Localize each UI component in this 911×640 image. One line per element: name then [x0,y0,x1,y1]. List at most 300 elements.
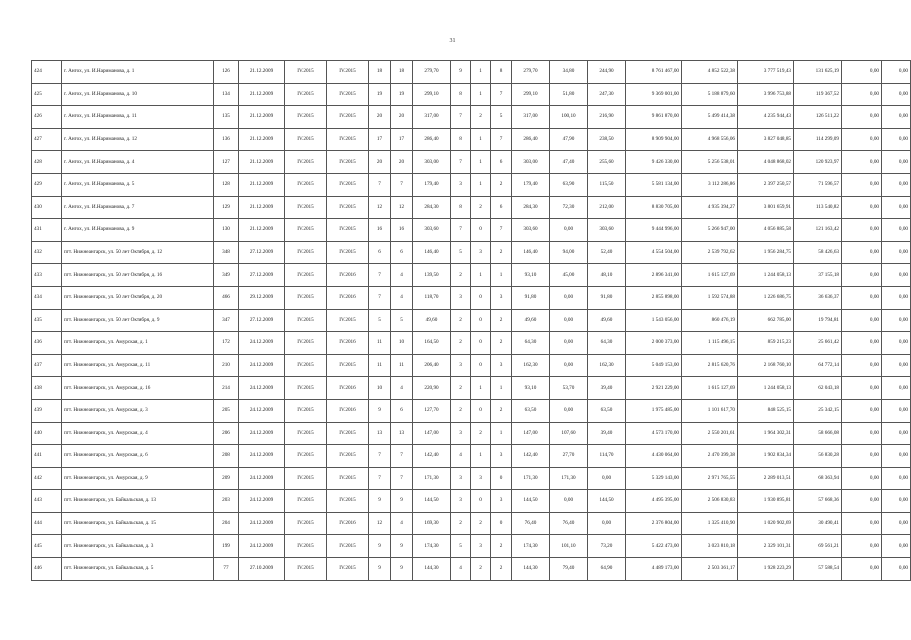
rooms-private-cell: 2 [491,173,512,196]
table-row [32,422,911,445]
table-row [32,61,911,84]
date-cell: 21.12.2009 [239,151,285,174]
planned-quarter-cell: IV.2015 [285,354,327,377]
row-number: 443 [32,490,62,513]
id-cell: 129 [214,196,239,219]
local-budget-cell: 25 661,42 [794,332,842,355]
date-cell: 24.12.2009 [239,467,285,490]
address-cell: г. Ангох, ул. И.Нариманова, д. 9 [62,219,214,242]
area-private-cell: 48,10 [588,264,626,287]
rooms-municipal-cell: 0 [471,399,491,422]
residents-cell: 11 [391,354,413,377]
actual-quarter-cell: IV.2015 [327,83,369,106]
address-cell: пгт. Нижнеангарск, ул. 50 лет Октября, д. 20 [62,286,214,309]
date-cell: 24.12.2009 [239,377,285,400]
other-funds-cell: 0,00 [882,106,911,129]
area-municipal-cell: 53,70 [550,377,588,400]
rooms-total-cell: 8 [451,83,471,106]
row-number: 440 [32,422,62,445]
other-funds-cell: 0,00 [882,535,911,558]
residents-total-cell: 18 [369,61,391,84]
area-total-cell: 146,40 [413,241,451,264]
area-total-cell: 171,30 [413,467,451,490]
area-private-cell: 162,30 [588,354,626,377]
actual-quarter-cell: IV.2015 [327,445,369,468]
rooms-private-cell: 0 [491,467,512,490]
row-number: 445 [32,535,62,558]
row-number: 438 [32,377,62,400]
planned-quarter-cell: IV.2015 [285,173,327,196]
fund-share-cell: 1 615 127,69 [682,377,738,400]
rooms-total-cell: 7 [451,106,471,129]
rooms-municipal-cell: 2 [471,106,491,129]
date-cell: 29.12.2009 [239,286,285,309]
area-total-cell: 142,40 [413,445,451,468]
area-total-cell: 303,60 [413,219,451,242]
extra-funds-cell: 0,00 [842,83,882,106]
area-private-cell: 238,50 [588,128,626,151]
rooms-total-cell: 2 [451,264,471,287]
area-cell: 171,30 [512,467,550,490]
actual-quarter-cell: IV.2015 [327,128,369,151]
local-budget-cell: 120 923,97 [794,151,842,174]
extra-funds-cell: 0,00 [842,399,882,422]
area-private-cell: 114,70 [588,445,626,468]
local-budget-cell: 113 540,82 [794,196,842,219]
address-cell: пгт. Нижнеангарск, ул. Амурская, д. 3 [62,399,214,422]
id-cell: 203 [214,490,239,513]
address-cell: г. Ангох, ул. И.Нариманова, д. 11 [62,106,214,129]
fund-share-cell: 5 188 879,60 [682,83,738,106]
table-row [32,264,911,287]
area-cell: 303,00 [512,151,550,174]
row-number: 439 [32,399,62,422]
fund-share-cell: 5 266 947,00 [682,219,738,242]
local-budget-cell: 114 299,09 [794,128,842,151]
area-municipal-cell: 45,00 [550,264,588,287]
budget-share-cell: 4 235 944,43 [738,106,794,129]
area-total-cell: 179,40 [413,173,451,196]
planned-quarter-cell: IV.2015 [285,196,327,219]
id-cell: 214 [214,377,239,400]
area-total-cell: 284,30 [413,196,451,219]
area-municipal-cell: 100,10 [550,106,588,129]
area-cell: 91,80 [512,286,550,309]
id-cell: 204 [214,512,239,535]
id-cell: 77 [214,558,239,581]
planned-quarter-cell: IV.2015 [285,151,327,174]
other-funds-cell: 0,00 [882,399,911,422]
extra-funds-cell: 0,00 [842,264,882,287]
id-cell: 208 [214,445,239,468]
other-funds-cell: 0,00 [882,83,911,106]
address-cell: пгт. Нижнеангарск, ул. Амурская, д. 11 [62,354,214,377]
date-cell: 27.10.2009 [239,558,285,581]
table-row [32,106,911,129]
fund-share-cell: 3 023 810,18 [682,535,738,558]
rooms-private-cell: 6 [491,151,512,174]
budget-share-cell: 1 956 284,75 [738,241,794,264]
actual-quarter-cell: IV.2015 [327,61,369,84]
address-cell: г. Ангох, ул. И.Нариманова, д. 12 [62,128,214,151]
residents-total-cell: 19 [369,83,391,106]
row-number: 427 [32,128,62,151]
area-private-cell: 0,00 [588,512,626,535]
budget-share-cell: 1 928 223,29 [738,558,794,581]
planned-quarter-cell: IV.2015 [285,512,327,535]
rooms-total-cell: 3 [451,422,471,445]
rooms-private-cell: 2 [491,309,512,332]
area-private-cell: 64,90 [588,558,626,581]
cost-total-cell: 2 921 229,00 [626,377,682,400]
area-cell: 174,30 [512,535,550,558]
address-cell: пгт. Нижнеангарск, ул. Амурская, д. 16 [62,377,214,400]
area-total-cell: 206,40 [413,354,451,377]
cost-total-cell: 2 376 804,00 [626,512,682,535]
other-funds-cell: 0,00 [882,512,911,535]
id-cell: 347 [214,309,239,332]
area-total-cell: 317,00 [413,106,451,129]
residents-cell: 18 [391,61,413,84]
cost-total-cell: 1 975 485,00 [626,399,682,422]
date-cell: 27.12.2009 [239,241,285,264]
residents-cell: 12 [391,196,413,219]
table-row [32,354,911,377]
extra-funds-cell: 0,00 [842,332,882,355]
budget-share-cell: 662 785,00 [738,309,794,332]
table-row [32,196,911,219]
rooms-municipal-cell: 2 [471,422,491,445]
residents-total-cell: 16 [369,219,391,242]
planned-quarter-cell: IV.2015 [285,241,327,264]
rooms-private-cell: 0 [491,512,512,535]
area-municipal-cell: 107,60 [550,422,588,445]
other-funds-cell: 0,00 [882,490,911,513]
area-private-cell: 216,90 [588,106,626,129]
rooms-total-cell: 3 [451,286,471,309]
rooms-municipal-cell: 0 [471,354,491,377]
date-cell: 21.12.2009 [239,106,285,129]
residents-total-cell: 6 [369,241,391,264]
area-total-cell: 299,10 [413,83,451,106]
residents-cell: 4 [391,377,413,400]
rooms-total-cell: 2 [451,512,471,535]
row-number: 424 [32,61,62,84]
residents-cell: 4 [391,264,413,287]
address-cell: г. Ангох, ул. И.Нариманова, д. 10 [62,83,214,106]
local-budget-cell: 126 511,22 [794,106,842,129]
row-number: 430 [32,196,62,219]
table-row [32,83,911,106]
residents-cell: 4 [391,512,413,535]
other-funds-cell: 0,00 [882,241,911,264]
area-cell: 284,30 [512,196,550,219]
budget-share-cell: 1 244 058,13 [738,264,794,287]
table-row [32,467,911,490]
rooms-private-cell: 3 [491,286,512,309]
row-number: 442 [32,467,62,490]
rooms-private-cell: 2 [491,558,512,581]
fund-share-cell: 1 592 574,88 [682,286,738,309]
row-number: 444 [32,512,62,535]
local-budget-cell: 58 426,63 [794,241,842,264]
area-cell: 64,30 [512,332,550,355]
rooms-municipal-cell: 1 [471,151,491,174]
date-cell: 21.12.2009 [239,128,285,151]
row-number: 437 [32,354,62,377]
planned-quarter-cell: IV.2015 [285,83,327,106]
rooms-total-cell: 7 [451,151,471,174]
date-cell: 24.12.2009 [239,354,285,377]
address-cell: пгт. Нижнеангарск, ул. Амурская, д. 9 [62,467,214,490]
budget-share-cell: 1 964 302,31 [738,422,794,445]
extra-funds-cell: 0,00 [842,535,882,558]
rooms-total-cell: 7 [451,219,471,242]
fund-share-cell: 5 499 414,38 [682,106,738,129]
other-funds-cell: 0,00 [882,151,911,174]
residents-cell: 16 [391,219,413,242]
id-cell: 136 [214,128,239,151]
area-private-cell: 52,40 [588,241,626,264]
fund-share-cell: 2 506 830,83 [682,490,738,513]
id-cell: 199 [214,535,239,558]
date-cell: 24.12.2009 [239,535,285,558]
rooms-municipal-cell: 3 [471,241,491,264]
budget-share-cell: 4 048 868,02 [738,151,794,174]
rooms-total-cell: 5 [451,535,471,558]
rooms-municipal-cell: 1 [471,173,491,196]
extra-funds-cell: 0,00 [842,241,882,264]
rooms-private-cell: 1 [491,422,512,445]
table-row [32,490,911,513]
residents-cell: 7 [391,445,413,468]
area-cell: 76,40 [512,512,550,535]
rooms-municipal-cell: 2 [471,196,491,219]
area-municipal-cell: 76,40 [550,512,588,535]
budget-share-cell: 1 930 895,81 [738,490,794,513]
row-number: 436 [32,332,62,355]
area-total-cell: 169,30 [413,512,451,535]
address-cell: пгт. Нижнеангарск, ул. Байкальская, д. 3 [62,535,214,558]
area-cell: 146,40 [512,241,550,264]
planned-quarter-cell: IV.2015 [285,106,327,129]
address-cell: г. Ангох, ул. И.Нариманова, д. 4 [62,151,214,174]
rooms-municipal-cell: 0 [471,286,491,309]
extra-funds-cell: 0,00 [842,219,882,242]
rooms-municipal-cell: 2 [471,558,491,581]
residents-cell: 9 [391,558,413,581]
local-budget-cell: 131 625,19 [794,61,842,84]
fund-share-cell: 1 101 617,70 [682,399,738,422]
other-funds-cell: 0,00 [882,445,911,468]
id-cell: 134 [214,83,239,106]
id-cell: 127 [214,151,239,174]
residents-total-cell: 7 [369,264,391,287]
rooms-private-cell: 2 [491,241,512,264]
local-budget-cell: 58 666,08 [794,422,842,445]
area-private-cell: 212,00 [588,196,626,219]
residents-total-cell: 11 [369,332,391,355]
fund-share-cell: 2 539 792,62 [682,241,738,264]
actual-quarter-cell: IV.2016 [327,377,369,400]
date-cell: 24.12.2009 [239,422,285,445]
residents-cell: 20 [391,106,413,129]
actual-quarter-cell: IV.2015 [327,309,369,332]
other-funds-cell: 0,00 [882,196,911,219]
area-municipal-cell: 0,00 [550,286,588,309]
area-cell: 179,40 [512,173,550,196]
other-funds-cell: 0,00 [882,309,911,332]
area-total-cell: 147,00 [413,422,451,445]
fund-share-cell: 2 550 201,61 [682,422,738,445]
area-private-cell: 244,90 [588,61,626,84]
residents-total-cell: 9 [369,558,391,581]
area-cell: 63,50 [512,399,550,422]
area-cell: 93,10 [512,377,550,400]
local-budget-cell: 62 043,18 [794,377,842,400]
residents-total-cell: 9 [369,399,391,422]
rooms-municipal-cell: 1 [471,83,491,106]
address-cell: пгт. Нижнеангарск, ул. 50 лет Октября, д. 9 [62,309,214,332]
planned-quarter-cell: IV.2015 [285,286,327,309]
budget-share-cell: 2 168 760,10 [738,354,794,377]
budget-share-cell: 1 902 834,34 [738,445,794,468]
cost-total-cell: 5 581 134,00 [626,173,682,196]
cost-total-cell: 4 554 504,00 [626,241,682,264]
rooms-municipal-cell: 1 [471,61,491,84]
id-cell: 209 [214,467,239,490]
residents-cell: 9 [391,490,413,513]
local-budget-cell: 71 596,57 [794,173,842,196]
row-number: 435 [32,309,62,332]
residents-cell: 7 [391,173,413,196]
residents-cell: 17 [391,128,413,151]
local-budget-cell: 68 363,94 [794,467,842,490]
table-row [32,286,911,309]
area-municipal-cell: 0,00 [550,332,588,355]
table-row [32,309,911,332]
budget-share-cell: 859 215,23 [738,332,794,355]
area-total-cell: 144,30 [413,558,451,581]
cost-total-cell: 4 495 395,00 [626,490,682,513]
date-cell: 21.12.2009 [239,219,285,242]
rooms-private-cell: 7 [491,128,512,151]
rooms-private-cell: 2 [491,332,512,355]
address-cell: г. Ангох, ул. И.Нариманова, д. 5 [62,173,214,196]
cost-total-cell: 8 909 904,00 [626,128,682,151]
planned-quarter-cell: IV.2015 [285,467,327,490]
actual-quarter-cell: IV.2015 [327,535,369,558]
id-cell: 466 [214,286,239,309]
cost-total-cell: 5 422 473,00 [626,535,682,558]
address-cell: пгт. Нижнеангарск, ул. 50 лет Октября, д. 16 [62,264,214,287]
rooms-municipal-cell: 2 [471,512,491,535]
extra-funds-cell: 0,00 [842,558,882,581]
fund-share-cell: 2 815 620,76 [682,354,738,377]
planned-quarter-cell: IV.2015 [285,219,327,242]
rooms-municipal-cell: 0 [471,490,491,513]
area-private-cell: 39,40 [588,377,626,400]
area-cell: 147,00 [512,422,550,445]
id-cell: 135 [214,106,239,129]
address-cell: пгт. Нижнеангарск, ул. Байкальская, д. 5 [62,558,214,581]
area-cell: 93,10 [512,264,550,287]
other-funds-cell: 0,00 [882,377,911,400]
cost-total-cell: 9 426 330,00 [626,151,682,174]
residents-cell: 7 [391,467,413,490]
other-funds-cell: 0,00 [882,219,911,242]
rooms-municipal-cell: 1 [471,445,491,468]
area-total-cell: 139,50 [413,264,451,287]
extra-funds-cell: 0,00 [842,286,882,309]
budget-share-cell: 3 996 753,88 [738,83,794,106]
rooms-private-cell: 1 [491,264,512,287]
cost-total-cell: 4 573 170,00 [626,422,682,445]
row-number: 441 [32,445,62,468]
budget-share-cell: 3 777 519,43 [738,61,794,84]
residents-total-cell: 5 [369,309,391,332]
residents-total-cell: 9 [369,490,391,513]
budget-share-cell: 4 056 885,58 [738,219,794,242]
cost-total-cell: 9 861 870,00 [626,106,682,129]
area-municipal-cell: 0,00 [550,490,588,513]
area-cell: 49,60 [512,309,550,332]
area-private-cell: 0,00 [588,467,626,490]
area-cell: 144,50 [512,490,550,513]
address-cell: г. Ангох, ул. И.Нариманова, д. 7 [62,196,214,219]
area-total-cell: 279,70 [413,61,451,84]
fund-share-cell: 2 470 399,38 [682,445,738,468]
date-cell: 21.12.2009 [239,61,285,84]
area-private-cell: 39,40 [588,422,626,445]
rooms-total-cell: 9 [451,61,471,84]
residents-cell: 6 [391,241,413,264]
budget-share-cell: 1 226 686,75 [738,286,794,309]
date-cell: 21.12.2009 [239,83,285,106]
address-cell: пгт. Нижнеангарск, ул. Амурская, д. 6 [62,445,214,468]
other-funds-cell: 0,00 [882,173,911,196]
area-cell: 286,40 [512,128,550,151]
residents-cell: 20 [391,151,413,174]
page-number: 31 [449,38,456,44]
rooms-municipal-cell: 1 [471,377,491,400]
area-municipal-cell: 101,10 [550,535,588,558]
date-cell: 24.12.2009 [239,512,285,535]
fund-share-cell: 4 968 556,06 [682,128,738,151]
id-cell: 130 [214,219,239,242]
actual-quarter-cell: IV.2016 [327,286,369,309]
actual-quarter-cell: IV.2015 [327,558,369,581]
area-private-cell: 255,60 [588,151,626,174]
extra-funds-cell: 0,00 [842,309,882,332]
local-budget-cell: 57 588,54 [794,558,842,581]
actual-quarter-cell: IV.2016 [327,332,369,355]
area-municipal-cell: 79,40 [550,558,588,581]
area-private-cell: 64,30 [588,332,626,355]
table-row [32,445,911,468]
fund-share-cell: 1 325 410,90 [682,512,738,535]
date-cell: 24.12.2009 [239,490,285,513]
cost-total-cell: 5 049 153,00 [626,354,682,377]
extra-funds-cell: 0,00 [842,61,882,84]
actual-quarter-cell: IV.2015 [327,106,369,129]
budget-share-cell: 1 244 058,13 [738,377,794,400]
area-total-cell: 127,70 [413,399,451,422]
extra-funds-cell: 0,00 [842,151,882,174]
area-municipal-cell: 34,80 [550,61,588,84]
address-cell: пгт. Нижнеангарск, ул. Амурская, д. 1 [62,332,214,355]
table-row [32,535,911,558]
